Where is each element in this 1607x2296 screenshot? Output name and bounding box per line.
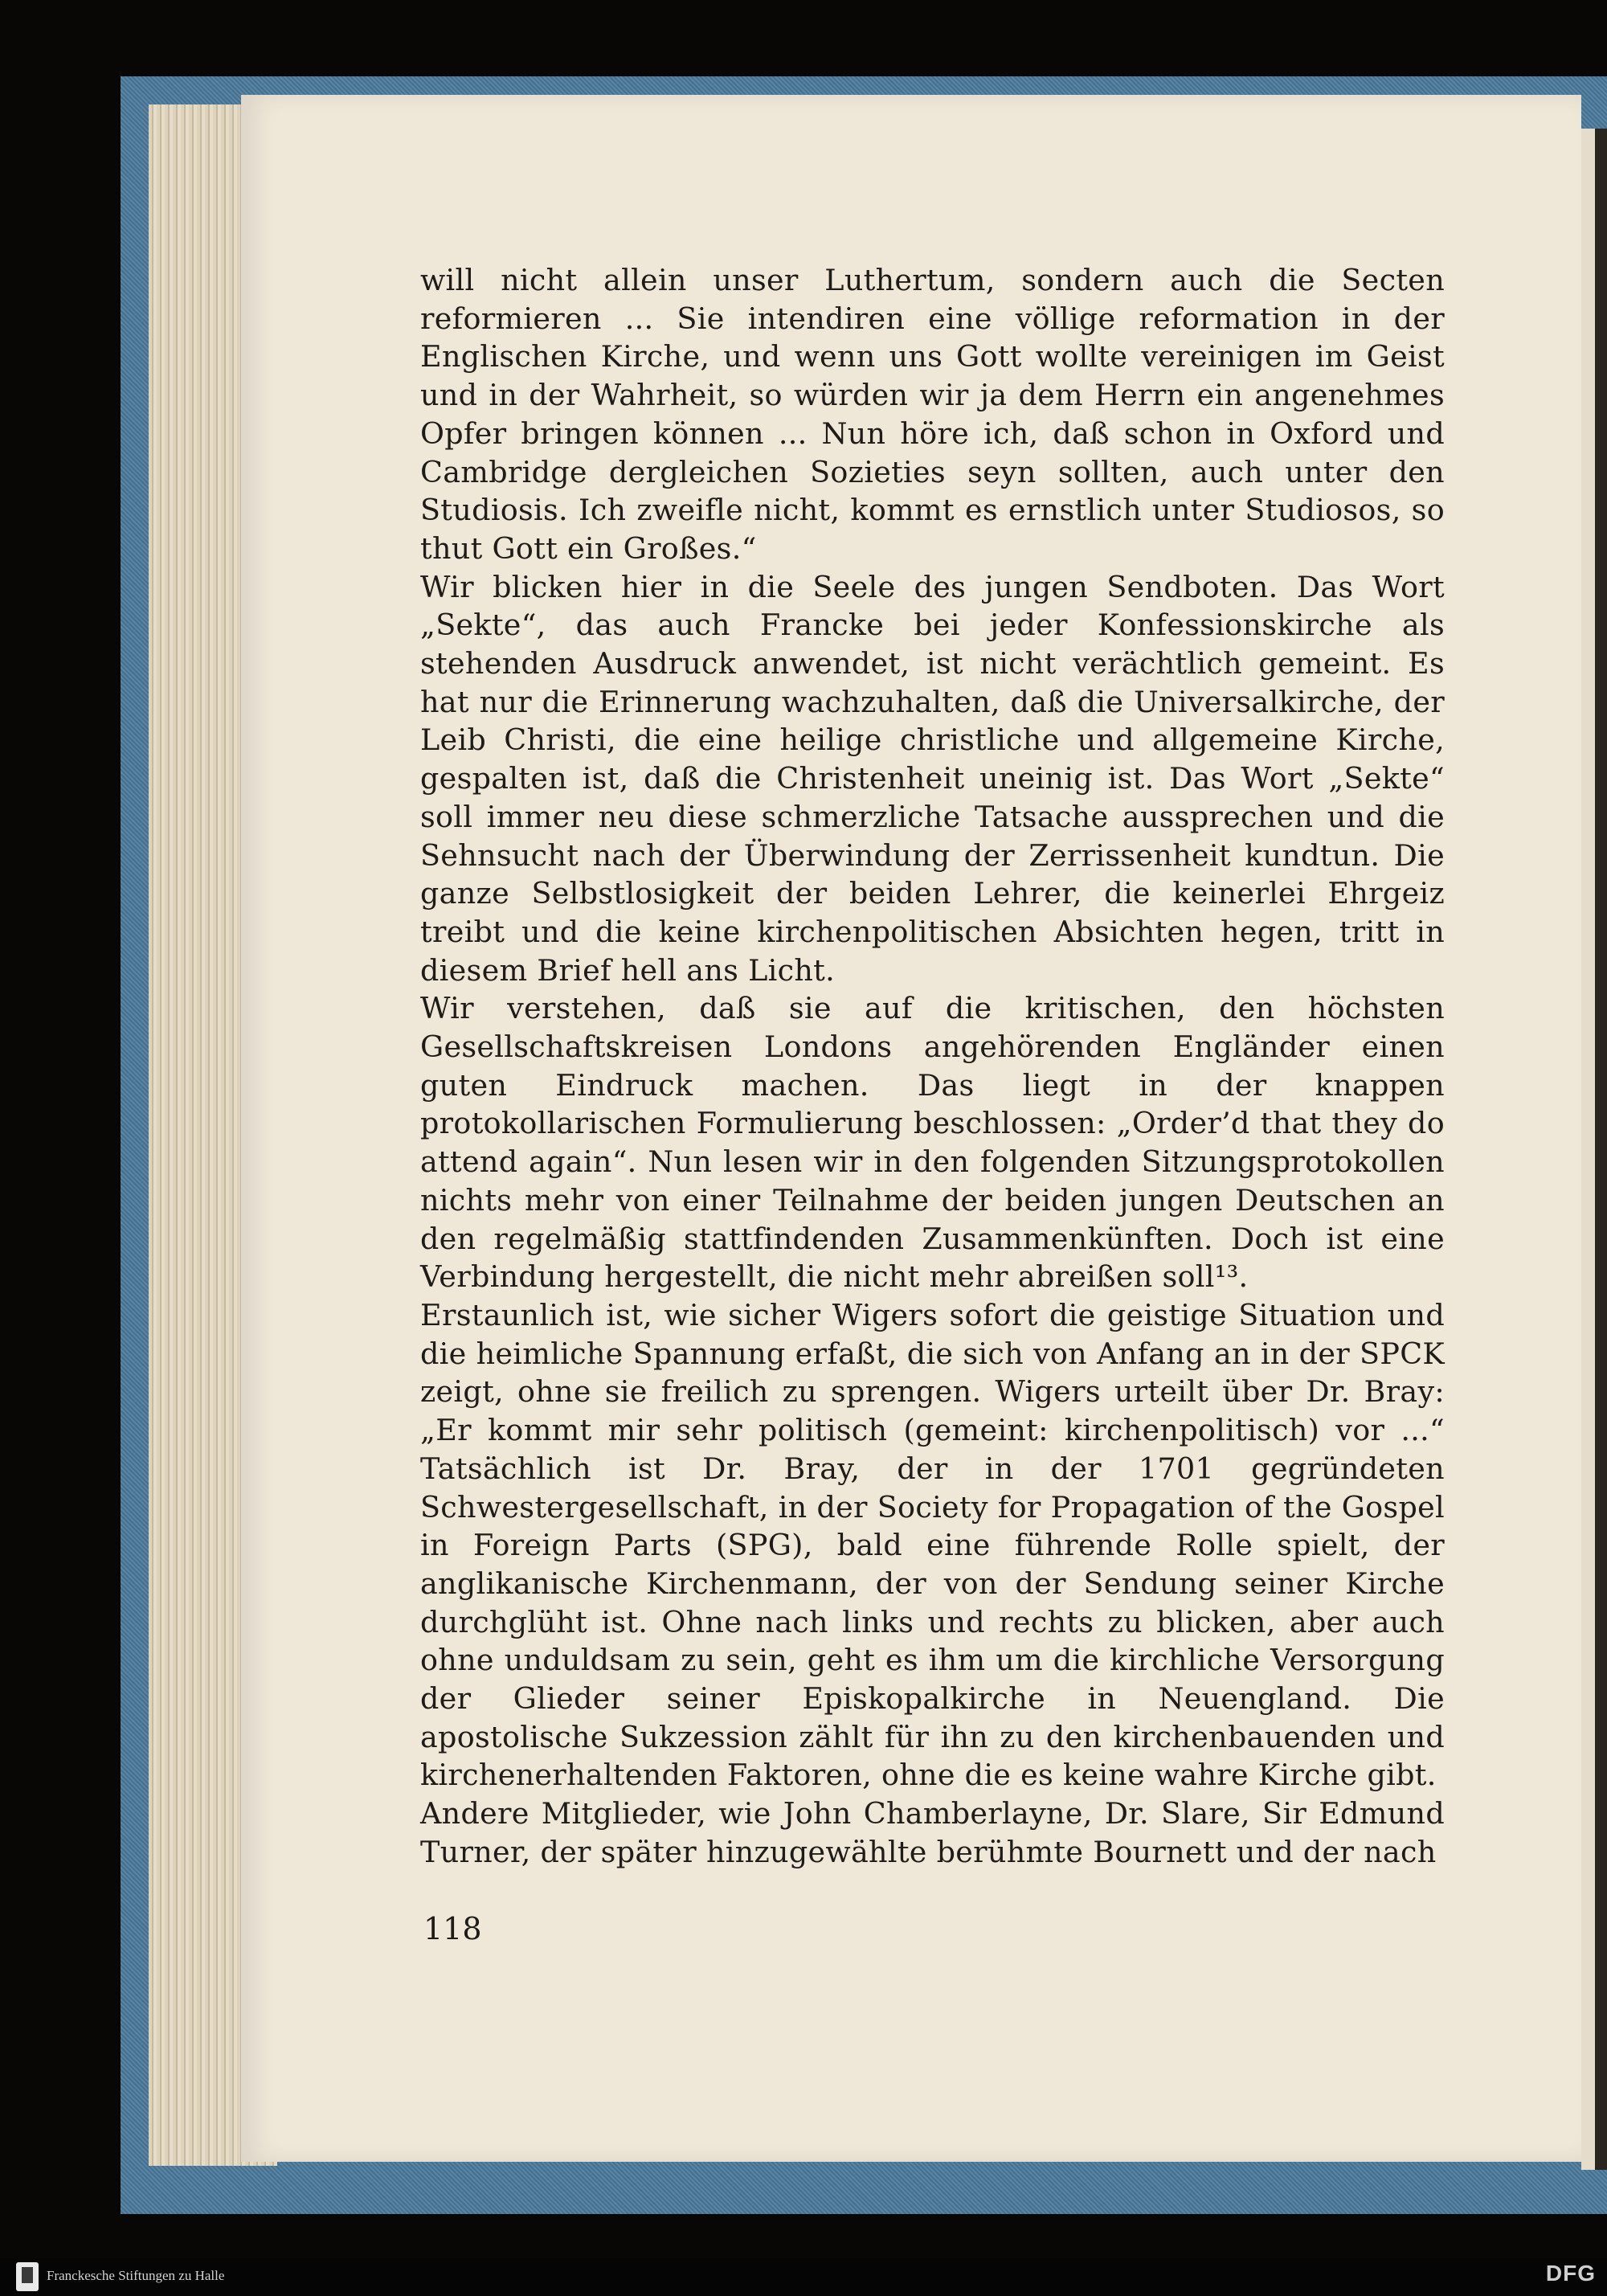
- page-gutter-shadow: [1595, 129, 1607, 2170]
- paragraph: will nicht allein unser Luthertum, sondern auch die Secten reformieren ... Sie intendiren eine völlige reformation in der Englischen Kirche, und wenn uns Gott wollte vereinigen im Geist und in der Wahrheit, so würden wir ja dem Herrn ein angenehmes Opfer bringen können ... Nun höre ich, daß schon in Oxford und Cambridge dergleichen Sozieties seyn sollten, auch unter den Studiosis. Ich zweifle nicht, kommt es ernstlich unter Studiosos, so thut Gott ein Großes.“: [420, 263, 1445, 566]
- paragraph: Erstaunlich ist, wie sicher Wigers sofort die geistige Situation und die heimliche Spannung erfaßt, die sich von Anfang an in der SPCK zeigt, ohne sie freilich zu sprengen. Wigers urteilt über Dr. Bray: „Er kommt mir sehr politisch (gemeint: kirchenpolitisch) vor ...“ Tatsächlich ist Dr. Bray, der in der 1701 gegründeten Schwestergesellschaft, in der Society for Propagation of the Gospel in Foreign Parts (SPG), bald eine führende Rolle spielt, der anglikanische Kirchenmann, der von der Sendung seiner Kirche durchglüht ist. Ohne nach links und rechts zu blicken, aber auch ohne unduldsam zu sein, geht es ihm um die kirchliche Versorgung der Glieder seiner Episkopalkirche in Neuengland. Die apostolische Sukzession zählt für ihn zu den kirchenbauenden und kirchenerhaltenden Faktoren, ohne die es keine wahre Kirche gibt.: [420, 1297, 1445, 1793]
- page-number: 118: [423, 1911, 482, 1946]
- page-text: [420, 261, 1445, 1872]
- institution-logo-icon: [16, 2262, 39, 2291]
- paragraph: Wir verstehen, daß sie auf die kritischen, den höchsten Gesellschaftskreisen Londons angehörenden Engländer einen guten Eindruck machen. Das liegt in der knappen protokollarischen Formulierung beschlossen: „Order’d that they do attend again“. Nun lesen wir in den folgenden Sitzungsprotokollen nichts mehr von einer Teilnahme der beiden jungen Deutschen an den regelmäßig stattfindenden Zusammenkünften. Doch ist eine Verbindung hergestellt, die nicht mehr abreißen soll¹³.: [420, 991, 1445, 1295]
- paragraph: Wir blicken hier in die Seele des jungen Sendboten. Das Wort „Sekte“, das auch Francke bei jeder Konfessionskirche als stehenden Ausdruck anwendet, ist nicht verächtlich gemeint. Es hat nur die Erinnerung wachzuhalten, daß die Universalkirche, der Leib Christi, die eine heilige christliche und allgemeine Kirche, gespalten ist, daß die Christenheit uneinig ist. Das Wort „Sekte“ soll immer neu diese schmerzliche Tatsache aussprechen und die Sehnsucht nach der Überwindung der Zerrissenheit kundtun. Die ganze Selbstlosigkeit der beiden Lehrer, die keinerlei Ehrgeiz treibt und die keine kirchenpolitischen Absichten hegen, tritt in diesem Brief hell ans Licht.: [420, 569, 1445, 988]
- paragraph: Andere Mitglieder, wie John Chamberlayne, Dr. Slare, Sir Edmund Turner, der später hinzugewählte berühmte Bournett und der nach: [420, 1796, 1445, 1869]
- viewer-footer: [0, 2258, 1607, 2296]
- institution-name: Franckesche Stiftungen zu Halle: [47, 2268, 225, 2283]
- dfg-logo: DFG: [1545, 2261, 1596, 2286]
